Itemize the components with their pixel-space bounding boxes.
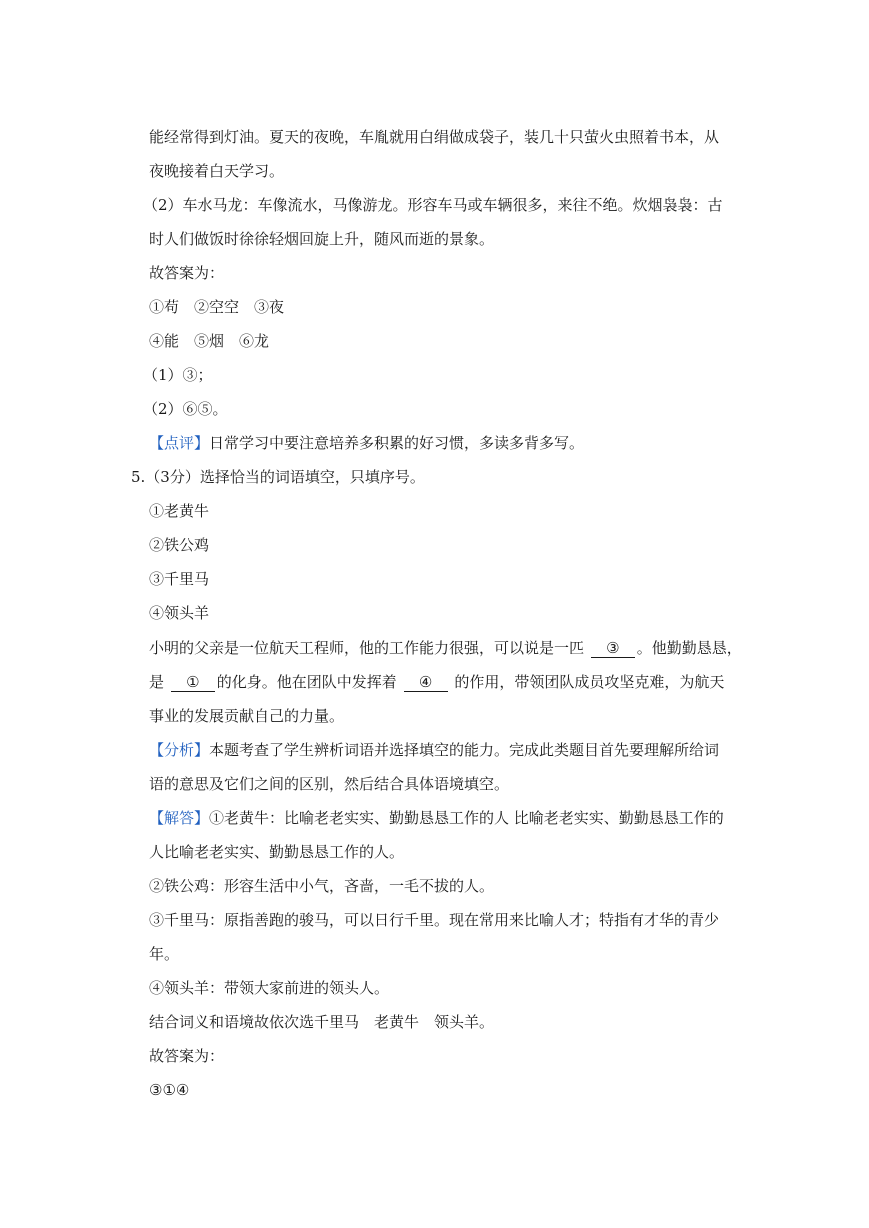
question-sentence [149, 638, 742, 658]
answer-line: ③①④ [149, 1081, 190, 1099]
review-line [149, 433, 584, 453]
fill-blank: ① [171, 674, 215, 692]
question-sentence [149, 672, 724, 692]
text-line: 结合词义和语境故依次选千里马 老黄牛 领头羊。 [149, 1013, 495, 1031]
text-line: 能经常得到灯油。夏天的夜晚，车胤就用白绢做成袋子，装几十只萤火虫照着书本，从 [149, 128, 720, 146]
analysis-line [149, 740, 719, 760]
option-item: ②铁公鸡 [149, 536, 210, 554]
text-line: ④领头羊：带领大家前进的领头人。 [149, 979, 390, 997]
text-line: 事业的发展贡献自己的力量。 [149, 707, 345, 725]
text-line: 时人们做饭时徐徐轻烟回旋上升，随风而逝的景象。 [149, 230, 495, 248]
answer-tag: 【解答】 [149, 809, 210, 827]
review-tag: 【点评】 [149, 434, 210, 452]
sentence-part: 。他勤勤恳恳， [636, 639, 742, 657]
answer-line: ①苟 ②空空 ③夜 [149, 298, 285, 316]
text-line: 故答案为： [149, 264, 225, 282]
text-line: （2）车水马龙：车像流水，马像游龙。形容车马或车辆很多，来往不绝。炊烟袅袅：古 [143, 196, 723, 214]
question-title: 5.（3分）选择恰当的词语填空，只填序号。 [131, 468, 425, 486]
text-line: 年。 [149, 945, 180, 963]
review-text: 日常学习中要注意培养多积累的好习惯，多读多背多写。 [209, 434, 585, 452]
text-line: ②铁公鸡：形容生活中小气，吝啬，一毛不拔的人。 [149, 877, 495, 895]
text-line: 人比喻老老实实、勤勤恳恳工作的人。 [149, 843, 405, 861]
analysis-tag: 【分析】 [149, 741, 210, 759]
solution-text: ①老黄牛：比喻老老实实、勤勤恳恳工作的人 比喻老老实实、勤勤恳恳工作的 [209, 809, 724, 827]
answer-line: ④能 ⑤烟 ⑥龙 [149, 332, 270, 350]
fill-blank: ③ [591, 640, 635, 658]
sentence-part: 是 [149, 673, 165, 691]
fill-blank: ④ [404, 674, 448, 692]
text-line: 夜晚接着白天学习。 [149, 162, 285, 180]
solution-line [149, 808, 724, 828]
sentence-part: 的作用，带领团队成员攻坚克难，为航天 [454, 673, 725, 691]
text-line: 故答案为： [149, 1047, 225, 1065]
sentence-part: 的化身。他在团队中发挥着 [216, 673, 397, 691]
analysis-text: 本题考查了学生辨析词语并选择填空的能力。完成此类题目首先要理解所给词 [209, 741, 720, 759]
option-item: ④领头羊 [149, 604, 210, 622]
sentence-part: 小明的父亲是一位航天工程师，他的工作能力很强，可以说是一匹 [149, 639, 585, 657]
option-item: ①老黄牛 [149, 502, 210, 520]
text-line: ③千里马：原指善跑的骏马，可以日行千里。现在常用来比喻人才；特指有才华的青少 [149, 911, 720, 929]
option-item: ③千里马 [149, 570, 210, 588]
text-line: 语的意思及它们之间的区别，然后结合具体语境填空。 [149, 775, 510, 793]
answer-line: （1）③； [143, 366, 213, 384]
answer-line: （2）⑥⑤。 [143, 400, 228, 418]
